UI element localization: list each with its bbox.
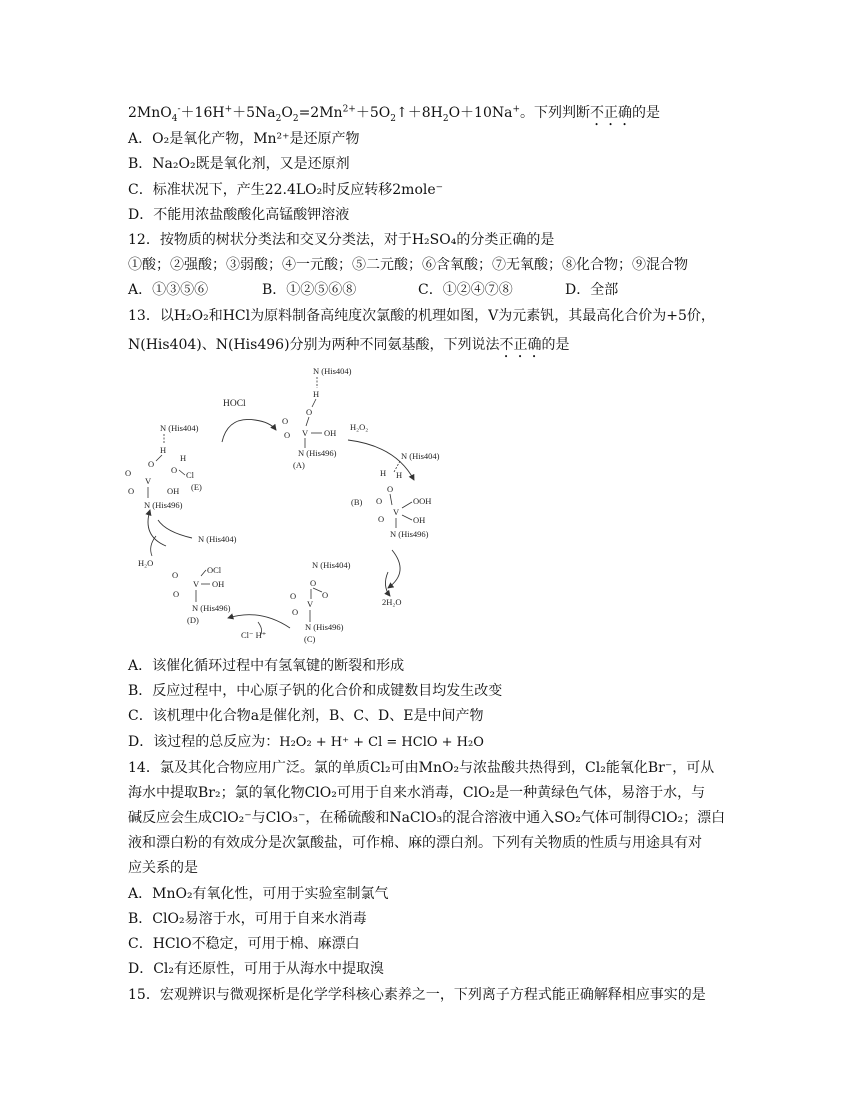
svg-text:O: O bbox=[284, 430, 291, 440]
svg-text:V: V bbox=[302, 428, 309, 438]
compound-d bbox=[172, 565, 231, 625]
compound-c bbox=[290, 578, 344, 644]
emphasis-not-correct: 不正确 bbox=[590, 105, 633, 121]
svg-text:O: O bbox=[173, 589, 180, 599]
svg-text:O: O bbox=[306, 407, 313, 417]
two-h2o-label: 2H₂O bbox=[382, 597, 402, 607]
h2o-label: H₂O bbox=[138, 558, 154, 568]
svg-text:OH: OH bbox=[212, 579, 225, 589]
svg-text:V: V bbox=[145, 476, 152, 486]
his404-label: N (His404) bbox=[313, 366, 352, 376]
svg-text:N (His496): N (His496) bbox=[298, 448, 337, 458]
svg-text:O: O bbox=[172, 570, 179, 580]
q12-items: ①酸；②强酸；③弱酸；④一元酸；⑤二元酸；⑥含氧酸；⑦无氧酸；⑧化合物；⑨混合物 bbox=[128, 257, 688, 273]
svg-text:N (His404): N (His404) bbox=[198, 534, 237, 544]
q14-option-c: C．HClO不稳定，可用于棉、麻漂白 bbox=[128, 936, 360, 952]
svg-text:(A): (A) bbox=[293, 460, 305, 470]
svg-text:H: H bbox=[396, 470, 403, 480]
svg-text:OH: OH bbox=[167, 486, 180, 496]
q11-option-b: B．Na₂O₂既是氧化剂，又是还原剂 bbox=[128, 156, 350, 172]
svg-text:O: O bbox=[292, 607, 299, 617]
q14-stem-line4: 液和漂白粉的有效成分是次氯酸盐，可作棉、麻的漂白剂。下列有关物质的性质与用途具有对 bbox=[128, 835, 702, 851]
q14-option-d: D．Cl₂有还原性，可用于从海水中提取溴 bbox=[128, 961, 385, 977]
q11-option-c: C．标准状况下，产生22.4LO₂时反应转移2mole⁻ bbox=[128, 182, 444, 198]
q13-option-a: A．该催化循环过程中有氢氧键的断裂和形成 bbox=[128, 658, 405, 674]
svg-text:O: O bbox=[310, 578, 317, 588]
hocl-label: HOCl bbox=[223, 399, 246, 409]
svg-text:O: O bbox=[148, 459, 155, 469]
q13-option-b: B．反应过程中，中心原子钒的化合价和成键数目均发生改变 bbox=[128, 683, 503, 699]
svg-text:V: V bbox=[393, 507, 400, 517]
compound-a bbox=[282, 366, 352, 470]
q14-stem-line2: 海水中提取Br₂；氯的氧化物ClO₂可用于自来水消毒，ClO₂是一种黄绿色气体，易溶于水，与 bbox=[128, 785, 706, 801]
svg-text:(B): (B) bbox=[351, 497, 363, 507]
q14-option-b: B．ClO₂易溶于水，可用于自来水消毒 bbox=[128, 911, 367, 927]
svg-text:O: O bbox=[282, 416, 289, 426]
q14-stem-line1: 14．氯及其化合物应用广泛。氯的单质Cl₂可由MnO₂与浓盐酸共热得到，Cl₂能氧化Br⁻，可从 bbox=[128, 760, 715, 776]
svg-text:N (His404): N (His404) bbox=[160, 423, 199, 433]
svg-text:O: O bbox=[376, 496, 383, 506]
svg-text:OH: OH bbox=[413, 515, 426, 525]
svg-text:N (His404): N (His404) bbox=[312, 560, 351, 570]
cl-h-label: Cl⁻ H⁺ bbox=[241, 630, 267, 640]
h2o2-label: H₂O₂ bbox=[350, 422, 369, 432]
svg-text:N (His496): N (His496) bbox=[305, 622, 344, 632]
q13-stem-line1: 13．以H₂O₂和HCl为原料制备高纯度次氯酸的机理如图，V为元素钒，其最高化合价为+5价， bbox=[128, 308, 715, 324]
compound-b bbox=[351, 451, 440, 539]
svg-text:V: V bbox=[307, 599, 314, 609]
q14-stem-line5: 应关系的是 bbox=[128, 860, 198, 876]
svg-text:O: O bbox=[171, 465, 178, 475]
q14-option-a: A．MnO₂有氧化性，可用于实验室制氯气 bbox=[128, 886, 389, 902]
svg-text:O: O bbox=[128, 486, 135, 496]
svg-text:H: H bbox=[380, 468, 387, 478]
q13-stem-line2: N(His404)、N(His496)分别为两种不同氨基酸，下列说法不正确的是 bbox=[128, 337, 570, 353]
q15-stem: 15．宏观辨识与微观探析是化学学科核心素养之一，下列离子方程式能正确解释相应事实的是 bbox=[128, 987, 706, 1003]
q11-option-a: A．O₂是氧化产物，Mn²⁺是还原产物 bbox=[128, 131, 360, 147]
catalytic-cycle-diagram bbox=[100, 360, 480, 650]
svg-text:OOH: OOH bbox=[413, 496, 432, 506]
q14-stem-line3: 碱反应会生成ClO₂⁻与ClO₃⁻，在稀硫酸和NaClO₃的混合溶液中通入SO₂气体可制得ClO₂；漂白 bbox=[128, 810, 726, 826]
svg-text:H: H bbox=[313, 389, 320, 399]
svg-text:Cl: Cl bbox=[186, 470, 195, 480]
svg-text:OCl: OCl bbox=[207, 565, 222, 575]
svg-text:H: H bbox=[180, 453, 187, 463]
q12-option-a: A．①③⑤⑥ bbox=[128, 282, 209, 298]
compound-e bbox=[125, 423, 202, 510]
svg-text:(D): (D) bbox=[187, 615, 199, 625]
svg-text:(C): (C) bbox=[304, 634, 316, 644]
svg-text:O: O bbox=[125, 468, 132, 478]
svg-text:OH: OH bbox=[324, 428, 337, 438]
svg-text:H: H bbox=[160, 445, 167, 455]
svg-text:N (His496): N (His496) bbox=[192, 603, 231, 613]
q12-option-b: B．①②⑤⑥⑧ bbox=[262, 282, 357, 298]
q13-option-d: D．该过程的总反应为：H₂O₂ + H⁺ + Cl = HClO + H₂O bbox=[128, 734, 484, 750]
q12-stem: 12．按物质的树状分类法和交叉分类法，对于H₂SO₄的分类正确的是 bbox=[128, 232, 555, 248]
q13-option-c: C．该机理中化合物a是催化剂，B、C、D、E是中间产物 bbox=[128, 708, 484, 724]
svg-text:O: O bbox=[387, 484, 394, 494]
svg-text:O: O bbox=[378, 514, 385, 524]
svg-text:(E): (E) bbox=[191, 482, 202, 492]
emphasis-not-correct: 不正确 bbox=[499, 337, 542, 353]
svg-text:O: O bbox=[322, 590, 329, 600]
svg-text:N (His404): N (His404) bbox=[401, 451, 440, 461]
q11-equation-line: $2MnO_4^-+16H^++5Na_2O_2=2Mn^{2+}+5O_2↑+8H_2O+10Na^+$。下列判断不正确的是 bbox=[128, 104, 661, 124]
svg-text:N (His496): N (His496) bbox=[390, 529, 429, 539]
svg-text:V: V bbox=[193, 579, 200, 589]
q11-option-d: D．不能用浓盐酸酸化高锰酸钾溶液 bbox=[128, 207, 350, 223]
svg-text:O: O bbox=[290, 591, 297, 601]
svg-text:N (His496): N (His496) bbox=[144, 500, 183, 510]
q12-option-d: D．全部 bbox=[565, 282, 619, 298]
q12-option-c: C．①②④⑦⑧ bbox=[418, 282, 513, 298]
